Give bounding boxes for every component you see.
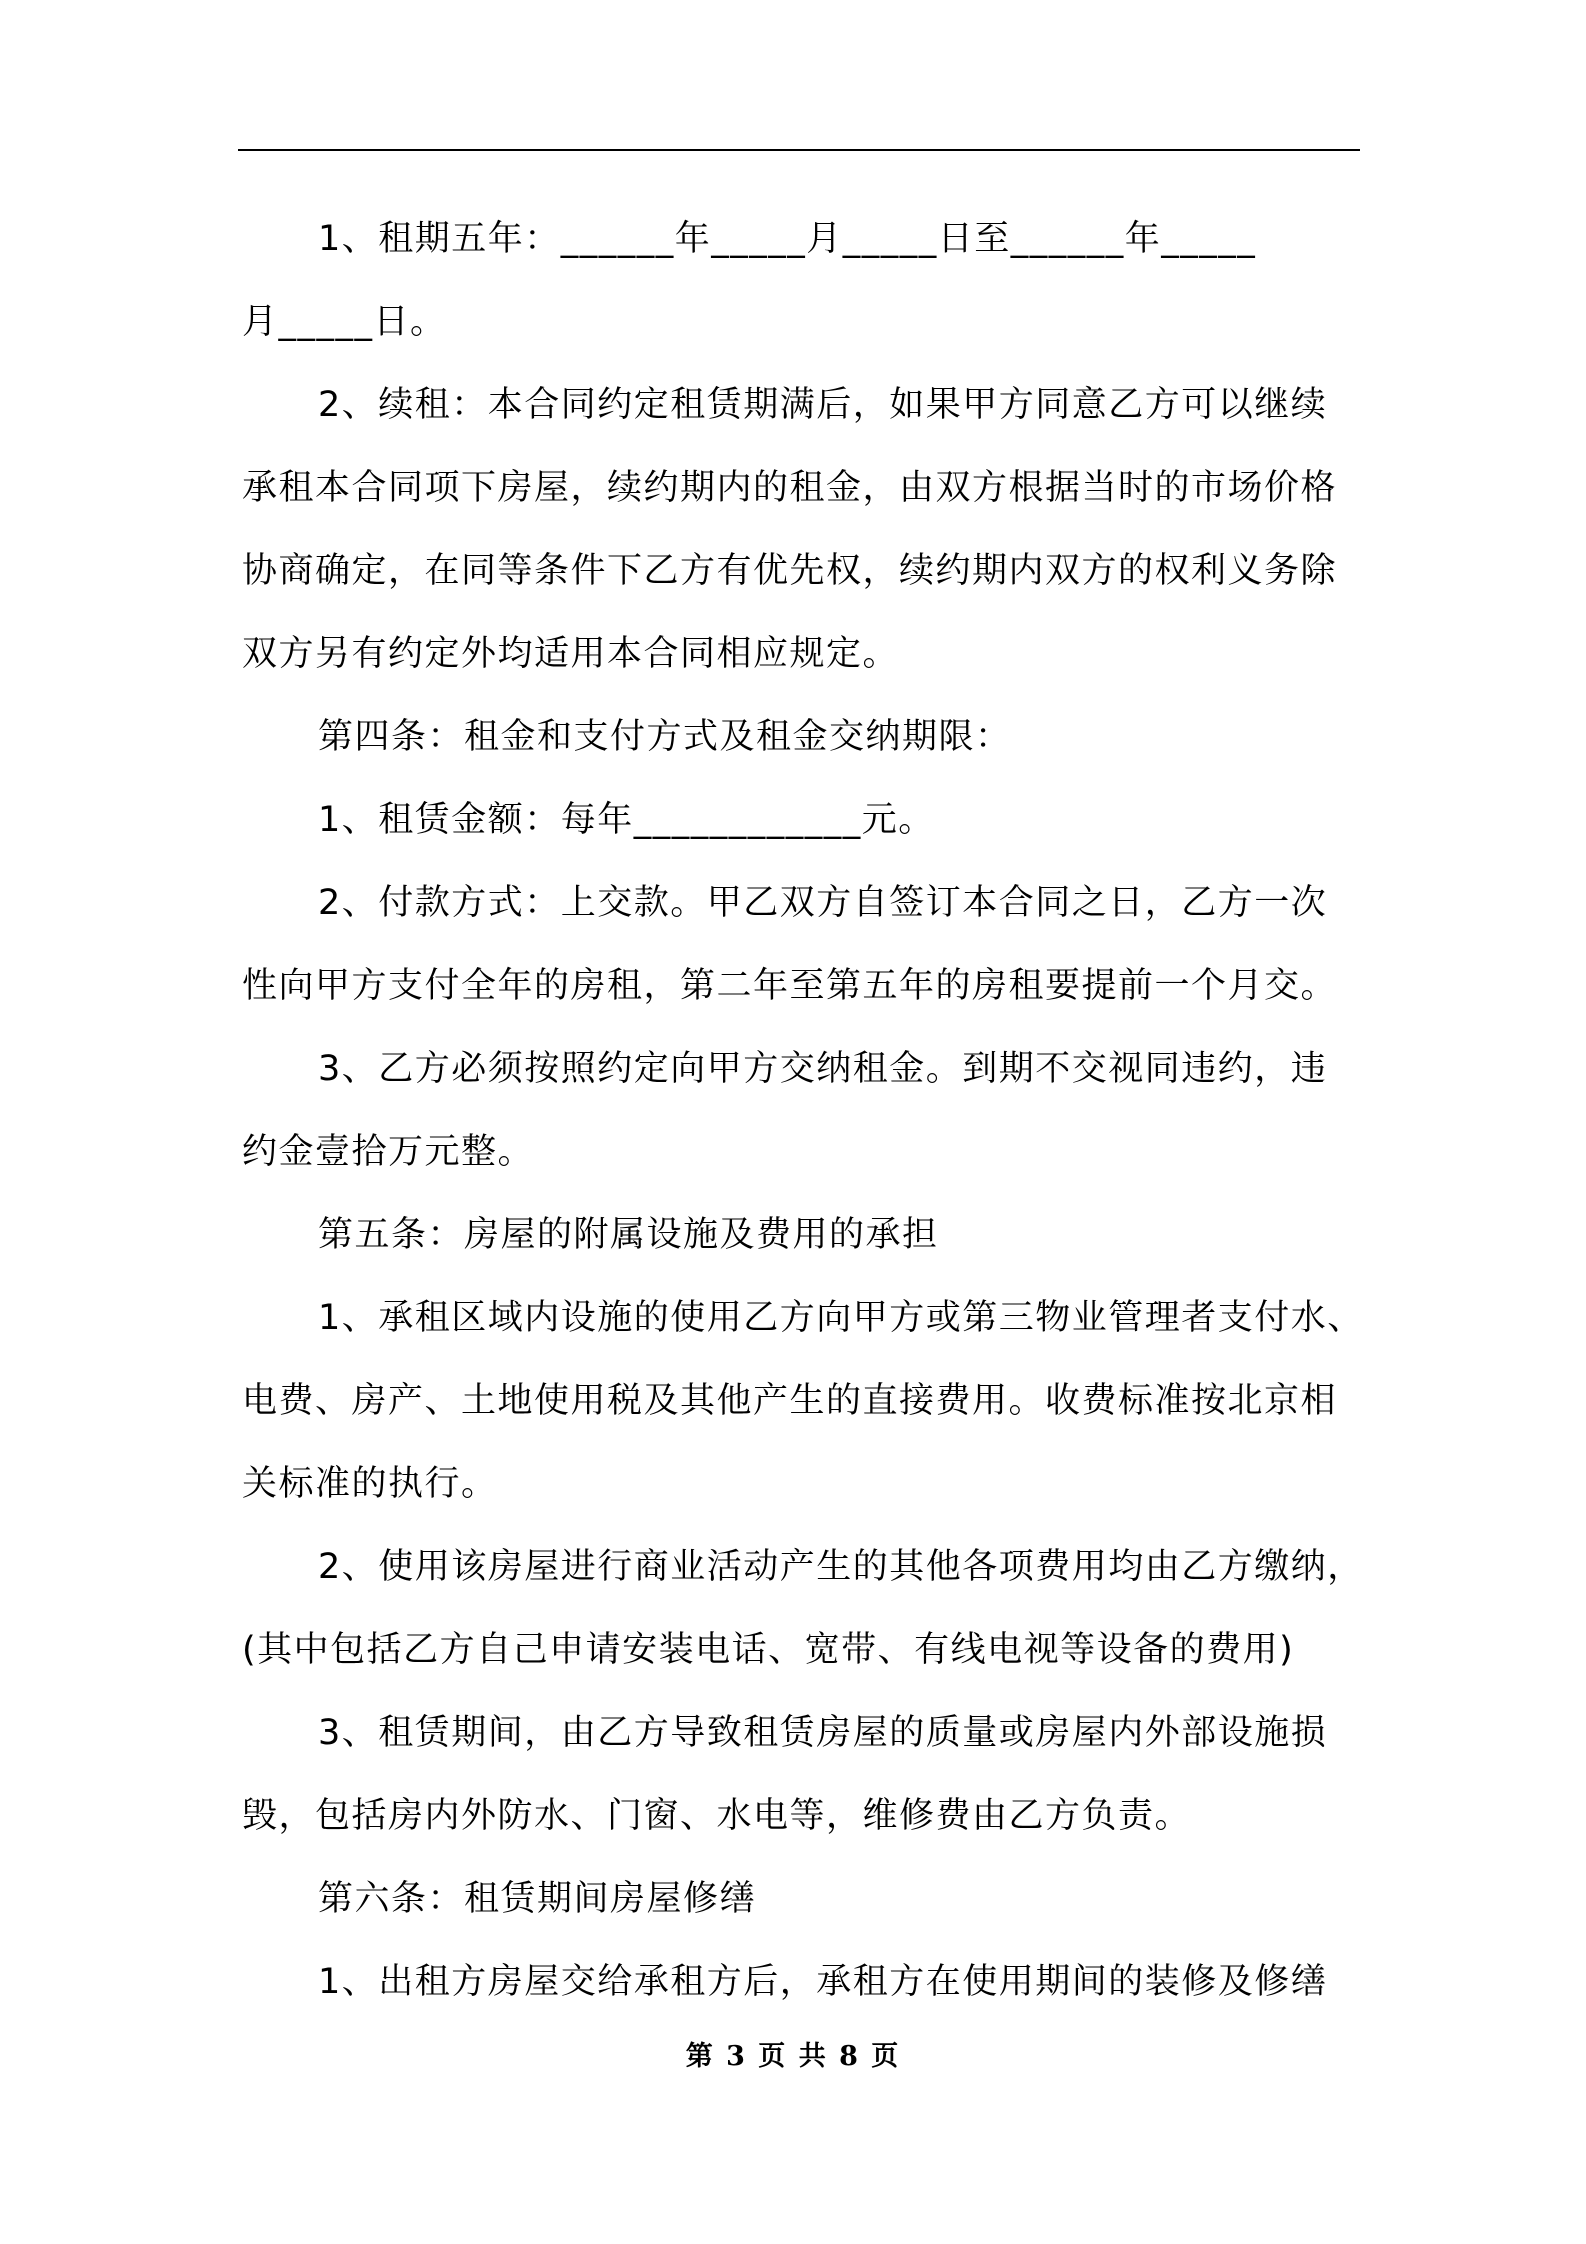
text-line: 协商确定，在同等条件下乙方有优先权，续约期内双方的权利义务除	[242, 551, 1338, 591]
text-line: 约金壹拾万元整。	[242, 1132, 535, 1172]
text-line: 第五条：房屋的附属设施及费用的承担	[318, 1215, 939, 1255]
text-line: 2、付款方式：上交款。甲乙双方自签订本合同之日，乙方一次	[318, 883, 1328, 923]
text-line: (其中包括乙方自己申请安装电话、宽带、有线电视等设备的费用)	[242, 1630, 1295, 1670]
header-rule	[238, 149, 1360, 151]
text-line: 1、出租方房屋交给承租方后，承租方在使用期间的装修及修缮	[318, 1962, 1328, 2002]
text-line: 3、乙方必须按照约定向甲方交纳租金。到期不交视同违约，违	[318, 1049, 1328, 1089]
page-number: 第 3 页 共 8 页	[685, 2041, 901, 2072]
text-line: 2、使用该房屋进行商业活动产生的其他各项费用均由乙方缴纳，	[318, 1547, 1364, 1587]
text-line: 1、承租区域内设施的使用乙方向甲方或第三物业管理者支付水、	[318, 1298, 1364, 1338]
text-line: 关标准的执行。	[242, 1464, 498, 1504]
text-line: 毁，包括房内外防水、门窗、水电等，维修费由乙方负责。	[242, 1796, 1192, 1836]
text-line: 3、租赁期间，由乙方导致租赁房屋的质量或房屋内外部设施损	[318, 1713, 1328, 1753]
text-line: 第六条：租赁期间房屋修缮	[318, 1879, 757, 1919]
text-line: 2、续租：本合同约定租赁期满后，如果甲方同意乙方可以继续	[318, 385, 1328, 425]
text-line: 承租本合同项下房屋，续约期内的租金，由双方根据当时的市场价格	[242, 468, 1338, 508]
text-line: 电费、房产、土地使用税及其他产生的直接费用。收费标准按北京相	[242, 1381, 1338, 1421]
text-line: 性向甲方支付全年的房租，第二年至第五年的房租要提前一个月交。	[242, 966, 1338, 1006]
text-line: 月_____日。	[242, 302, 447, 342]
text-line: 1、租期五年：______年_____月_____日至______年_____	[318, 219, 1257, 259]
text-line: 双方另有约定外均适用本合同相应规定。	[242, 634, 900, 674]
document-body	[242, 198, 1367, 2024]
text-line: 1、租赁金额：每年____________元。	[318, 800, 935, 840]
text-line: 第四条：租金和支付方式及租金交纳期限：	[318, 717, 1012, 757]
